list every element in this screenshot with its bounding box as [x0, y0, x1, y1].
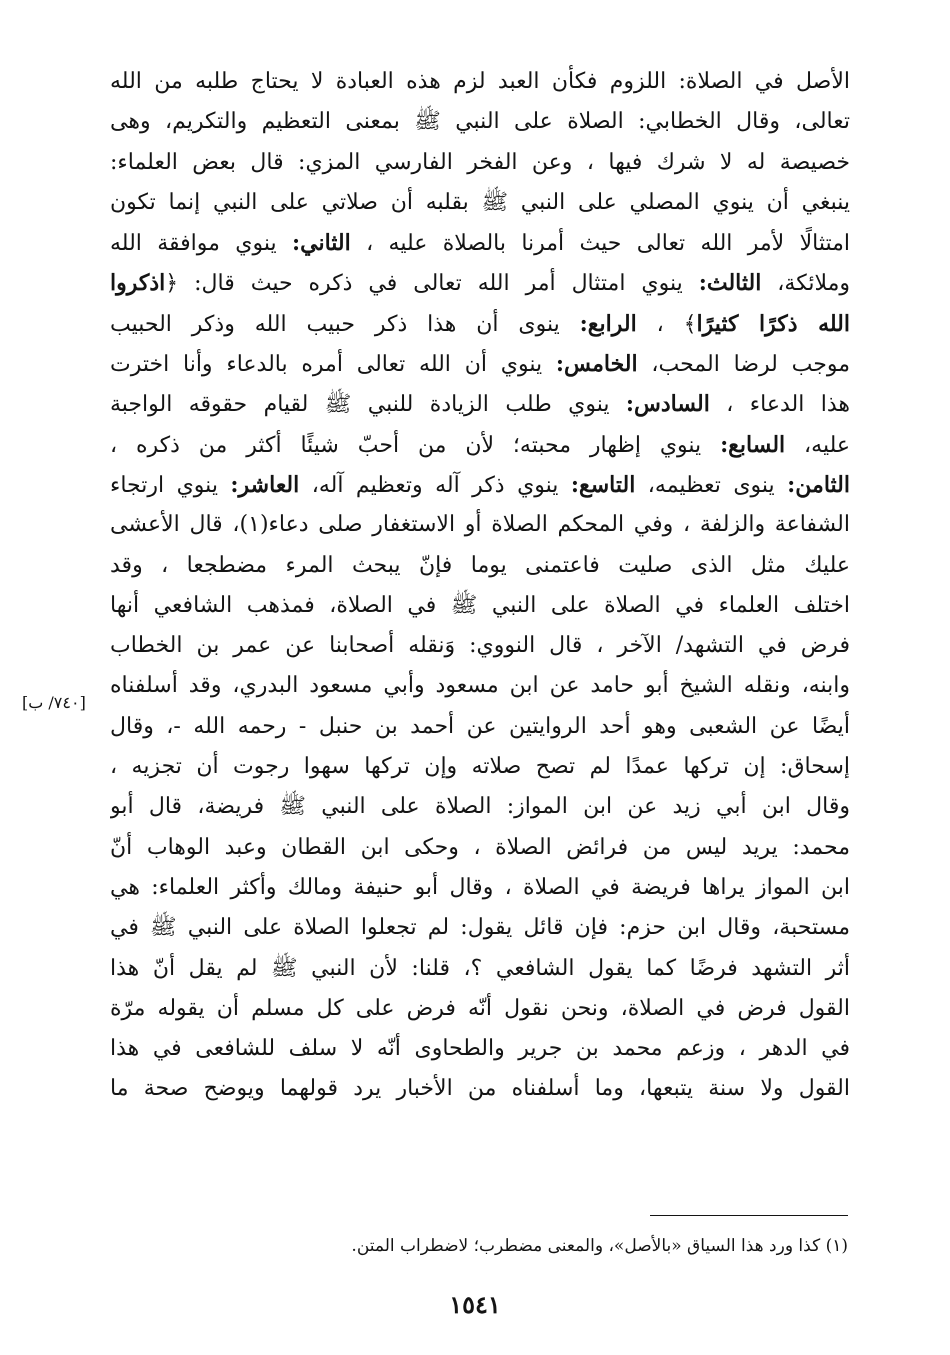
- text-line: [110, 183, 850, 223]
- text-line: [110, 62, 850, 102]
- text-run: ينوي طلب الزيادة للنبي ﷺ لقيام حقوقه الواجبة: [110, 392, 626, 418]
- text-line: [110, 989, 850, 1029]
- text-run: أيضًا عن الشعبى وهو أحد الروايتين عن أحمد بن حنبل - رحمه الله -، وقال: [110, 713, 850, 739]
- text-run: ابن المواز يراها فريضة في الصلاة ، وقال أبو حنيفة ومالك وأكثر العلماء: هي: [110, 874, 850, 900]
- text-run: وابنه، ونقله الشيخ أبو حامد عن ابن مسعود وأبي مسعود البدري، وقد أسلفناه: [110, 673, 850, 699]
- text-line: [110, 908, 850, 948]
- footnote: (١) كذا ورد هذا السياق «بالأصل»، والمعنى مضطرب؛ لاضطراب المتن.: [351, 1236, 848, 1256]
- text-run: تعالى، وقال الخطابي: الصلاة على النبي ﷺ بمعنى التعظيم والتكريم، وهى: [110, 109, 850, 135]
- text-run: هذا الدعاء ،: [709, 392, 850, 418]
- text-run: القول ولا سنة يتبعها، وما أسلفناه من الأخبار يرد قولهما ويوضح صحة ما: [110, 1076, 850, 1102]
- text-line: [110, 787, 850, 827]
- bold-term: الرابع:: [579, 310, 637, 337]
- bold-term: الثامن:: [787, 471, 850, 498]
- text-run: اختلف العلماء في الصلاة على النبي ﷺ في الصلاة، فمذهب الشافعي أنها: [110, 592, 850, 618]
- text-run: ينوي أن الله تعالى أمره بالدعاء وأنا اخترت: [110, 352, 556, 378]
- text-run: فرض في التشهد/ الآخر ، قال النووي: وَنقله أصحابنا عن عمر بن الخطاب: [110, 633, 850, 659]
- bold-term: الثالث:: [698, 270, 762, 297]
- text-line: [110, 1029, 850, 1069]
- text-line: [110, 304, 850, 344]
- text-run: مستحبة، وقال ابن حزم: فإن قائل يقول: لم تجعلوا الصلاة على النبي ﷺ في: [110, 915, 850, 941]
- text-line: [110, 384, 850, 424]
- main-text: [110, 62, 850, 1110]
- footnote-separator: [650, 1215, 848, 1216]
- text-run: أثر التشهد فرضًا كما يقول الشافعي ؟، قلنا: لأن النبي ﷺ لم يقل أنّ هذا: [110, 955, 850, 981]
- quran-quote: اذكروا: [110, 270, 166, 297]
- text-run: القول فرض في الصلاة، ونحن نقول أنّه فرض على كل مسلم أن يقوله مرّة: [110, 995, 850, 1021]
- text-run: عليك مثل الذى صليت فاعتمنى يوما فإنّ يبحث المرء مضطجعا ، وقد: [110, 552, 850, 578]
- text-line: [110, 747, 850, 787]
- text-run: امتثالًا لأمر الله تعالى حيث أمرنا بالصلاة عليه ،: [350, 231, 850, 257]
- text-line: [110, 546, 850, 586]
- text-run: ينوي ذكر آله وتعظيم آله،: [299, 472, 571, 498]
- text-run: عليه،: [785, 432, 850, 458]
- text-line: [110, 707, 850, 747]
- text-run: موجب لرضا المحب،: [637, 352, 850, 378]
- text-line: [110, 223, 850, 263]
- text-line: [110, 586, 850, 626]
- text-run: وقال ابن أبي زيد عن ابن المواز: الصلاة على النبي ﷺ فريضة، قال أبو: [110, 794, 850, 820]
- text-run: وملائكة،: [761, 271, 850, 297]
- text-run: ينوي موافقة الله: [110, 231, 292, 257]
- text-line: [110, 465, 850, 505]
- text-run: ينوي ارتجاء: [110, 472, 231, 498]
- text-line: [110, 949, 850, 989]
- text-line: [110, 626, 850, 666]
- text-line: [110, 505, 850, 545]
- text-run: في الدهر ، وزعم محمد بن جرير والطحاوى أنّه لا سلف للشافعى في هذا: [110, 1036, 850, 1062]
- text-line: [110, 1069, 850, 1109]
- page-number: ١٥٤١: [449, 1290, 501, 1319]
- text-run: الشفاعة والزلفة ، وفي المحكم الصلاة أو الاستغفار صلى دعاء(١)، قال الأعشى: [110, 512, 850, 538]
- text-run: ينوى تعظيمه،: [635, 472, 788, 498]
- text-run: محمد: يريد ليس من فرائض الصلاة ، وحكى ابن القطان وعبد الوهاب أنّ: [110, 834, 850, 860]
- bold-term: التاسع:: [570, 471, 636, 498]
- text-run: ﴾ ،: [636, 311, 697, 337]
- text-line: [110, 666, 850, 706]
- text-run: خصيصة له لا شرك فيها ، وعن الفخر الفارسي المزي: قال بعض العلماء:: [110, 149, 850, 175]
- manuscript-folio-marker: [٧٤٠/ ب]: [22, 693, 86, 712]
- quran-quote: الله ذكرًا كثيرًا: [696, 310, 850, 337]
- text-run: إسحاق: إن تركها عمدًا لم تصح صلاته وإن تركها سهوا رجوت أن تجزيه ،: [110, 754, 850, 780]
- bold-term: العاشر:: [230, 471, 300, 498]
- bold-term: السابع:: [720, 431, 786, 458]
- text-run: ينوي إظهار محبته؛ لأن من أحبّ شيئًا أكثر من ذكره ،: [110, 432, 721, 458]
- text-line: [110, 102, 850, 142]
- bold-term: الخامس:: [555, 351, 638, 378]
- text-line: [110, 263, 850, 303]
- bold-term: السادس:: [625, 391, 710, 418]
- text-run: ينبغي أن ينوي المصلي على النبي ﷺ بقلبه أن صلاتي على النبي إنما تكون: [110, 189, 850, 215]
- text-line: [110, 143, 850, 183]
- text-run: ينوي امتثال أمر الله تعالى في ذكره حيث قال: ﴿: [165, 271, 699, 297]
- text-line: [110, 425, 850, 465]
- text-line: [110, 828, 850, 868]
- text-line: [110, 868, 850, 908]
- text-run: الأصل في الصلاة: اللزوم فكأن العبد لزم هذه العبادة لا يحتاج طلبه من الله: [110, 69, 850, 94]
- bold-term: الثاني:: [291, 230, 351, 257]
- text-line: [110, 344, 850, 384]
- text-run: ينوى أن هذا ذكر حبيب الله وذكر الحبيب: [110, 311, 580, 337]
